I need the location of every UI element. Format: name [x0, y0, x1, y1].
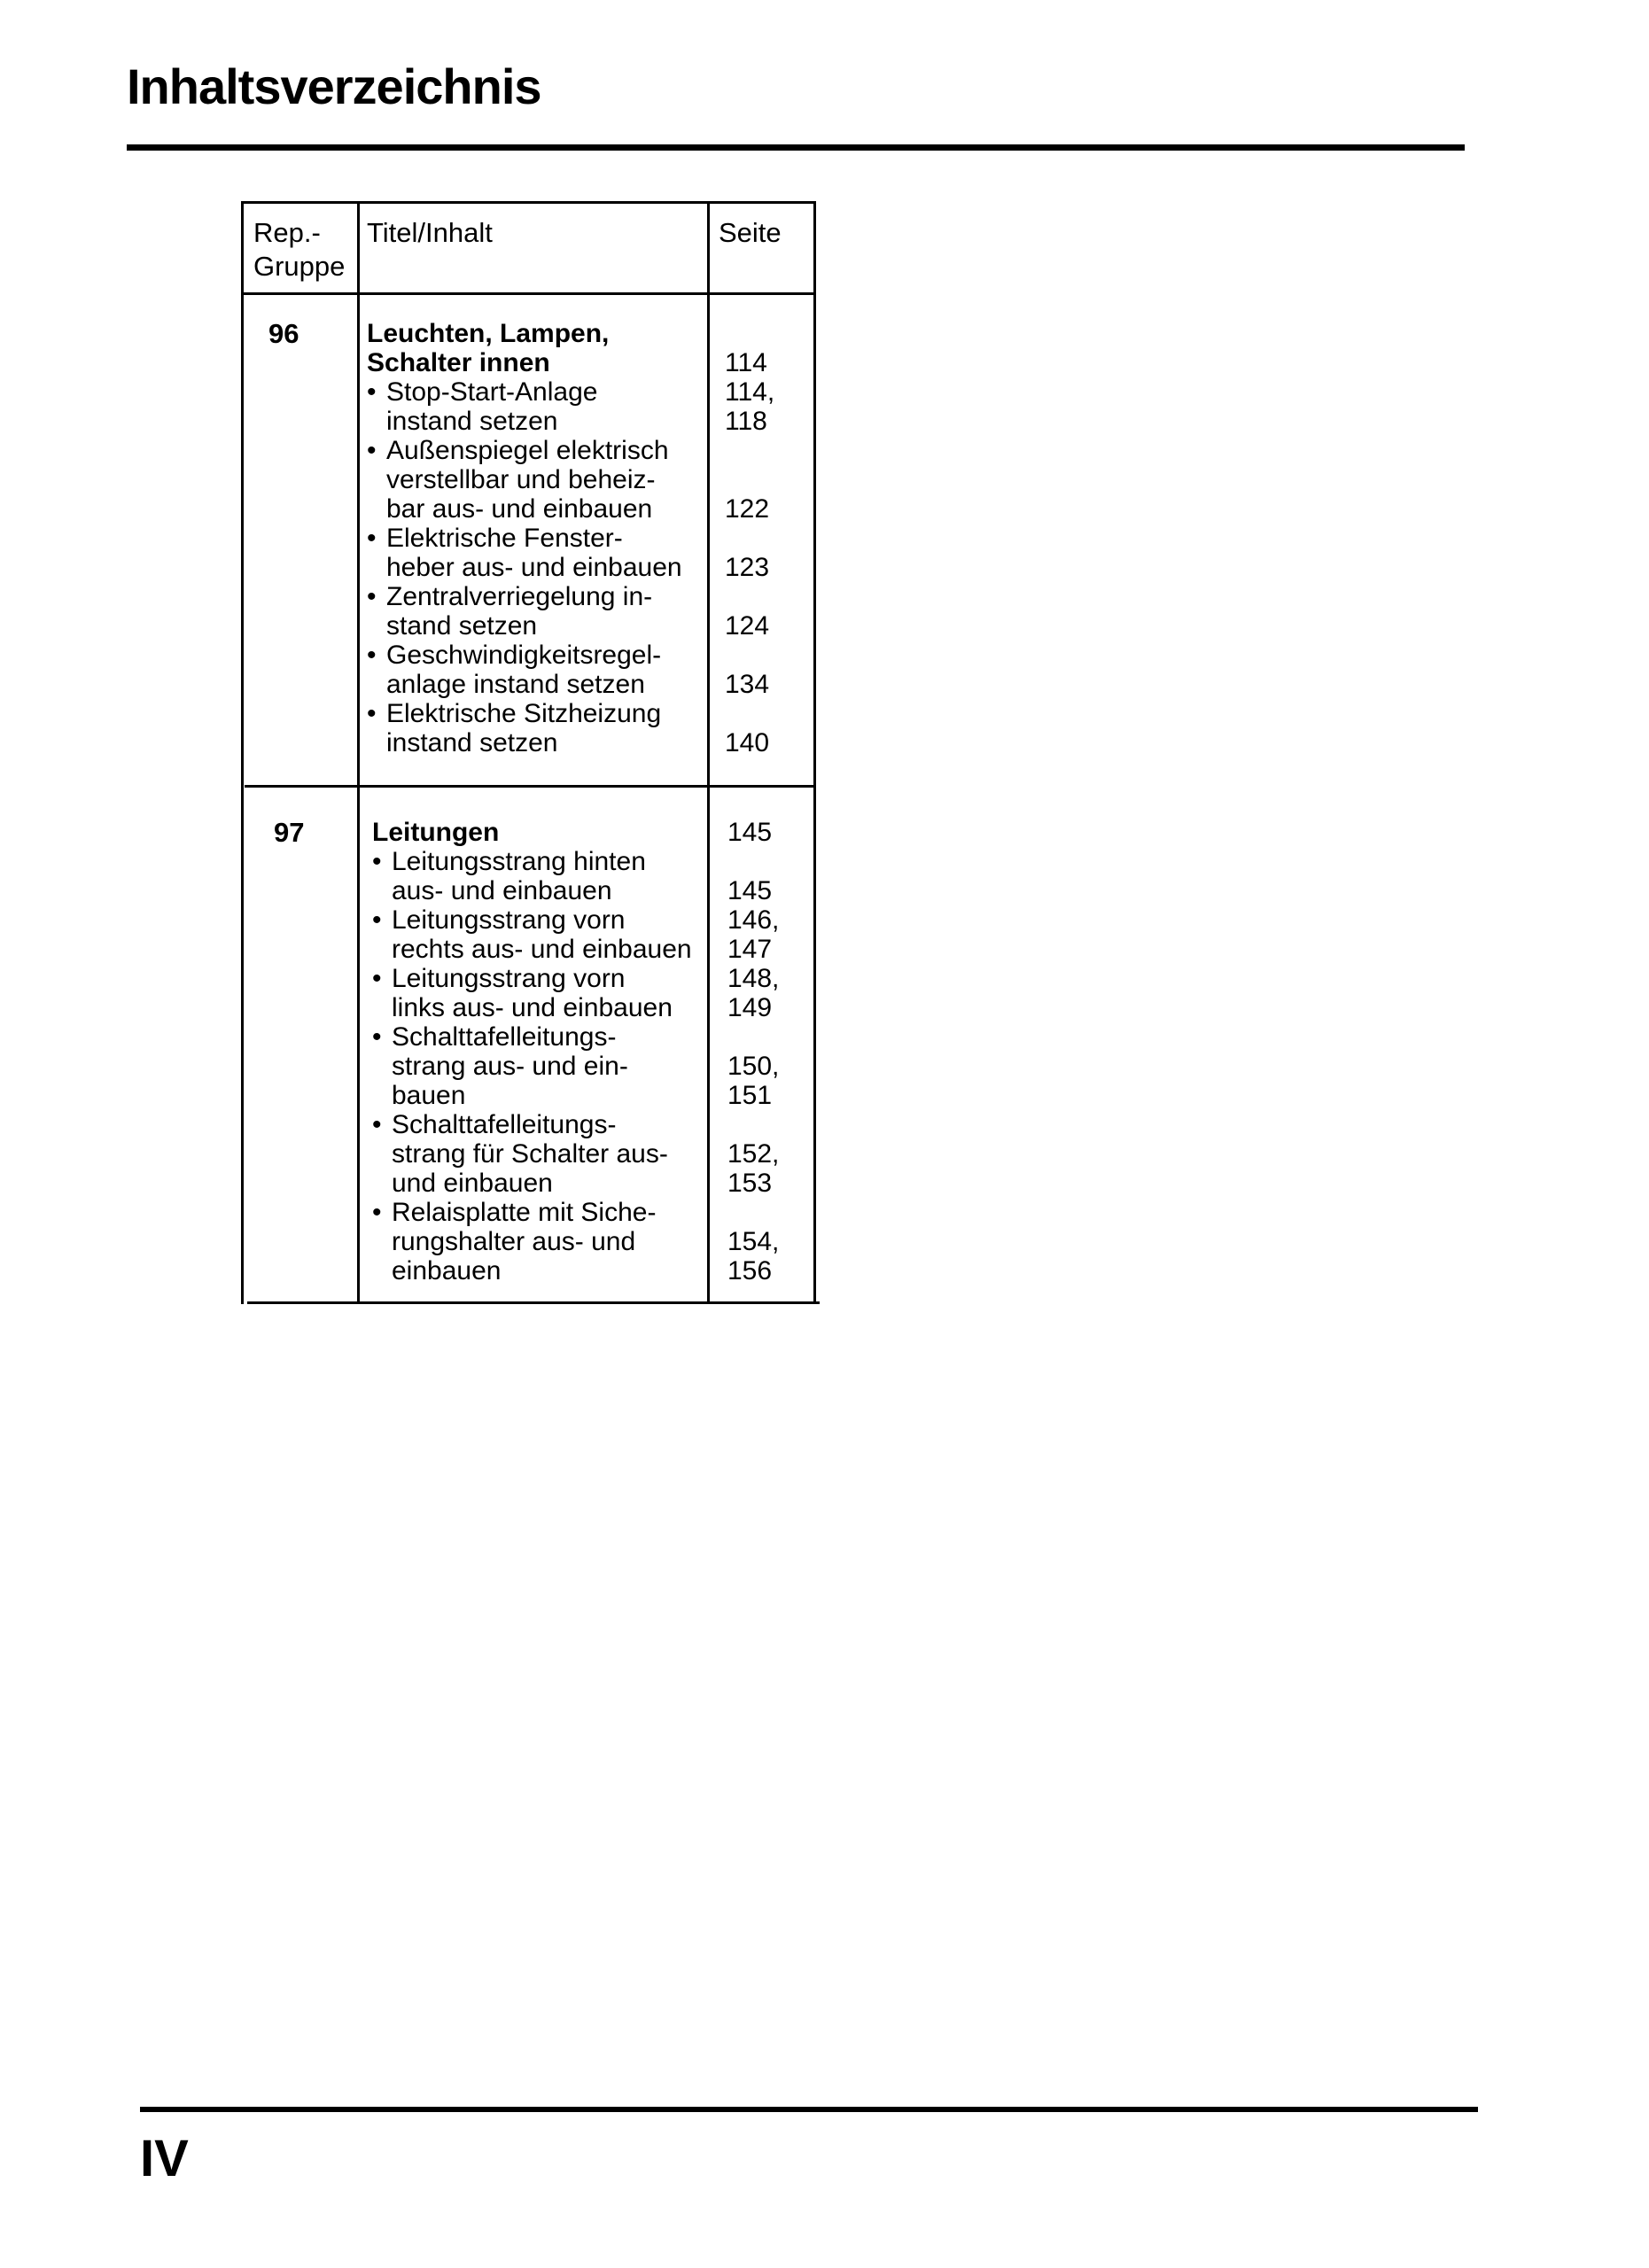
page-cell	[725, 524, 774, 553]
table-header-divider	[241, 292, 815, 295]
table-column-divider-1	[357, 201, 360, 1304]
bullet-icon: •	[367, 582, 377, 611]
bottom-rule	[140, 2107, 1478, 2112]
list-item-continuation: bauen	[392, 1081, 466, 1110]
list-item-continuation: heber aus- und einbauen	[386, 553, 682, 582]
page-cell: 114,	[725, 377, 775, 407]
table-border-top	[241, 201, 815, 204]
list-item: • Außenspiegel elektrisch	[367, 436, 669, 465]
page-number: IV	[140, 2130, 189, 2187]
bullet-icon: •	[372, 964, 382, 993]
group-number-96: 96	[268, 318, 299, 349]
header-page: Seite	[719, 217, 782, 248]
bullet-icon: •	[367, 699, 377, 728]
bullet-icon: •	[372, 1198, 382, 1227]
page-cell	[725, 436, 774, 465]
table-border-right	[813, 201, 816, 1304]
page-cell: 134	[725, 670, 770, 699]
list-item: • Schalttafelleitungs-	[372, 1022, 617, 1052]
page-cell	[725, 699, 774, 728]
page-cell	[727, 1110, 779, 1139]
table-border-bottom	[247, 1301, 820, 1304]
list-item-continuation: einbauen	[392, 1256, 502, 1285]
group-97-titles	[372, 818, 692, 1285]
page-cell: 153	[727, 1169, 773, 1198]
page-cell	[725, 465, 774, 494]
page-cell: 154,	[727, 1227, 780, 1256]
list-item: • Relaisplatte mit Siche-	[372, 1198, 657, 1227]
group-96-titles	[367, 319, 682, 757]
list-item-continuation: instand setzen	[386, 407, 558, 436]
list-item: • Elektrische Sitzheizung	[367, 699, 662, 728]
list-item-continuation: und einbauen	[392, 1169, 553, 1198]
list-item-continuation: rechts aus- und einbauen	[392, 935, 692, 964]
page-cell: 122	[725, 494, 770, 524]
header-group-line1: Rep.-	[253, 217, 321, 248]
table-column-divider-2	[707, 201, 710, 1304]
page-cell: 145	[727, 818, 773, 847]
page-cell: 147	[727, 935, 773, 964]
list-item: • Geschwindigkeitsregel-	[367, 641, 662, 670]
list-item: • Leitungsstrang hinten	[372, 847, 646, 876]
page-cell: 152,	[727, 1139, 780, 1169]
list-item-continuation: aus- und einbauen	[392, 876, 612, 905]
group-96-title-line2: Schalter innen	[367, 348, 550, 377]
list-item-continuation: stand setzen	[386, 611, 538, 641]
page-cell	[727, 1022, 779, 1052]
list-item-continuation: strang für Schalter aus-	[392, 1139, 668, 1169]
bullet-icon: •	[372, 1022, 382, 1052]
bullet-icon: •	[372, 1110, 382, 1139]
group-96-title-line1: Leuchten, Lampen,	[367, 319, 610, 348]
page-cell: 150,	[727, 1052, 780, 1081]
list-item: • Leitungsstrang vorn	[372, 964, 626, 993]
group-number-97: 97	[274, 817, 305, 848]
page-cell: 156	[727, 1256, 773, 1285]
page-cell: 145	[727, 876, 773, 905]
page-cell: 151	[727, 1081, 773, 1110]
page-cell	[727, 847, 779, 876]
list-item-continuation: anlage instand setzen	[386, 670, 645, 699]
page-cell	[725, 641, 774, 670]
group-97-pages	[727, 818, 779, 1285]
list-item-continuation: links aus- und einbauen	[392, 993, 673, 1022]
list-item: • Stop-Start-Anlage	[367, 377, 598, 407]
group-96-pages	[725, 319, 774, 757]
page-cell: 140	[725, 728, 770, 757]
bullet-icon: •	[372, 905, 382, 935]
table-border-left	[241, 201, 244, 1304]
list-item: • Zentralverriegelung in-	[367, 582, 653, 611]
list-item: • Elektrische Fenster-	[367, 524, 623, 553]
bullet-icon: •	[367, 436, 377, 465]
page-cell: 118	[725, 407, 767, 436]
bullet-icon: •	[367, 377, 377, 407]
bullet-icon: •	[367, 641, 377, 670]
page-cell	[725, 582, 774, 611]
page-cell: 114	[725, 348, 767, 377]
page-cell: 123	[725, 553, 770, 582]
page-cell: 148,	[727, 964, 780, 993]
group-97-title-line1: Leitungen	[372, 818, 500, 847]
header-group	[253, 216, 345, 284]
bullet-icon: •	[367, 524, 377, 553]
list-item: • Schalttafelleitungs-	[372, 1110, 617, 1139]
bullet-icon: •	[372, 847, 382, 876]
list-item-continuation: verstellbar und beheiz-	[386, 465, 656, 494]
page-cell: 149	[727, 993, 773, 1022]
page-title: Inhaltsverzeichnis	[127, 58, 541, 114]
list-item-continuation: strang aus- und ein-	[392, 1052, 628, 1081]
page-cell	[727, 1198, 779, 1227]
list-item-continuation: rungshalter aus- und	[392, 1227, 636, 1256]
header-title: Titel/Inhalt	[367, 217, 493, 248]
list-item-continuation: bar aus- und einbauen	[386, 494, 653, 524]
page-cell-empty	[725, 319, 774, 348]
header-group-line2: Gruppe	[253, 251, 346, 282]
list-item: • Leitungsstrang vorn	[372, 905, 626, 935]
table-group-divider	[245, 785, 816, 788]
page-cell: 124	[725, 611, 770, 641]
list-item-continuation: instand setzen	[386, 728, 558, 757]
page-cell: 146,	[727, 905, 780, 935]
